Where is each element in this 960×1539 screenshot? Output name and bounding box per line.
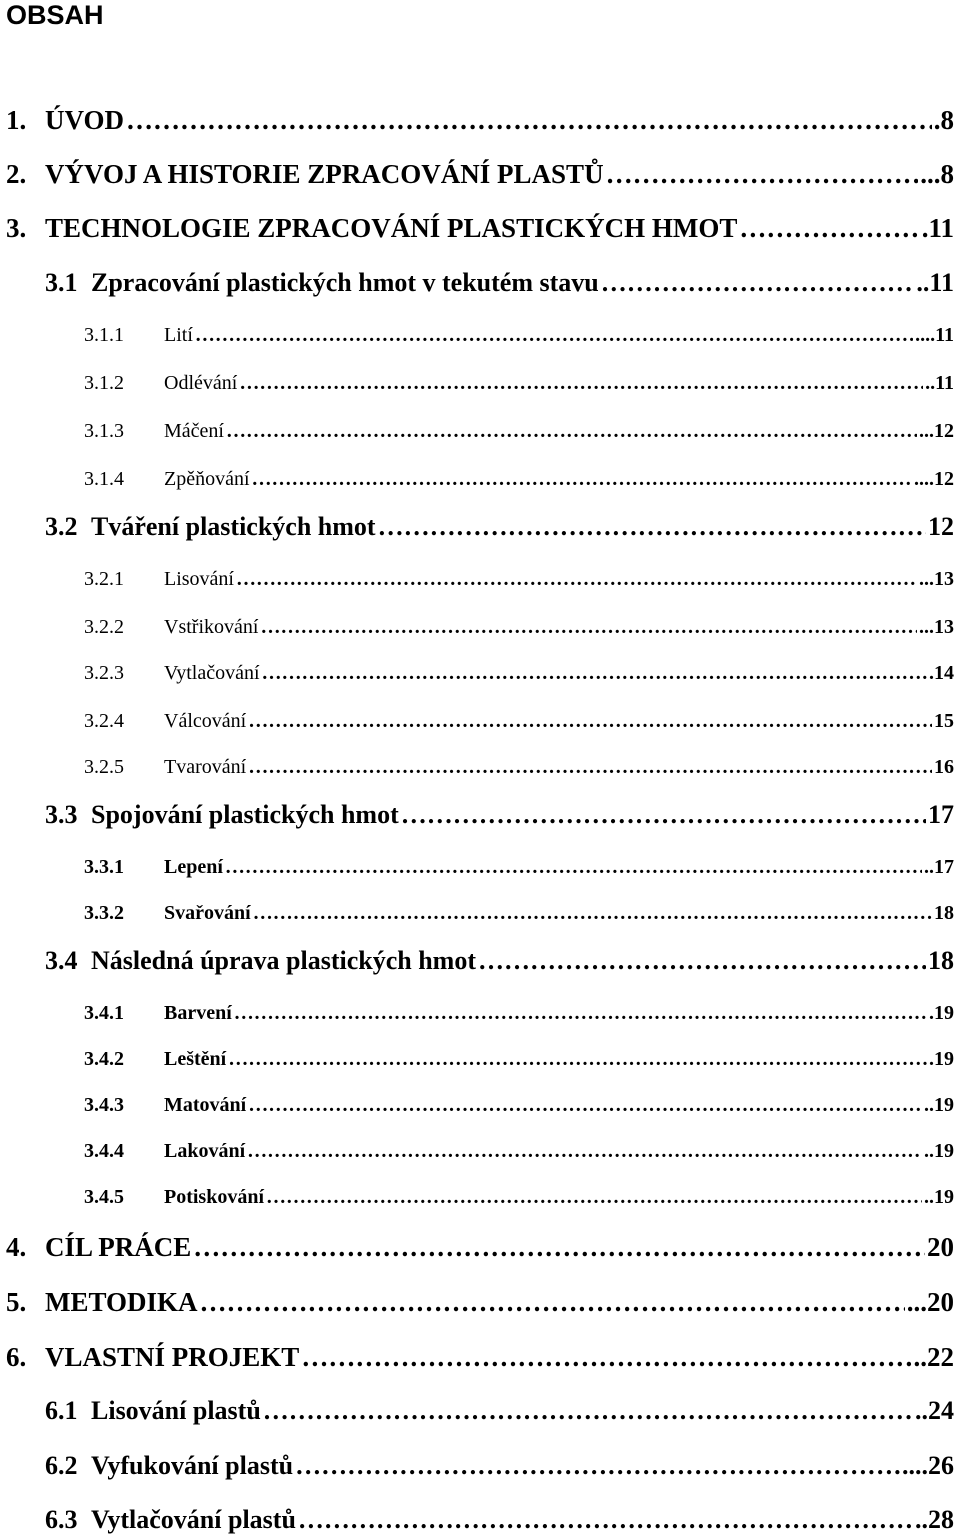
toc-entry-title: Tváření plastických hmot: [91, 512, 376, 541]
toc-entry-title: Vytlačování: [164, 662, 260, 684]
toc-entry: [84, 568, 954, 591]
toc-entry-page: ...13: [919, 616, 954, 638]
toc-entry-page: ..28: [915, 1505, 954, 1534]
toc-entry: [84, 1186, 954, 1209]
toc-entry-page: ...12: [919, 420, 954, 442]
toc-entry: [84, 662, 954, 685]
toc-entry-number: 5.: [6, 1287, 27, 1317]
toc-entry-page: 18: [928, 946, 954, 975]
toc-entry-page: ..17: [924, 856, 954, 878]
toc-entry-page: ....12: [914, 468, 954, 490]
toc-dot-leader: [298, 1505, 913, 1535]
toc-entry-title: Barvení: [164, 1002, 232, 1024]
toc-entry: [84, 1140, 954, 1163]
toc-entry-number: 3.3: [45, 800, 78, 829]
toc-dot-leader: [378, 512, 926, 542]
toc-entry-number: 2.: [6, 159, 27, 189]
toc-dot-leader: [200, 1287, 905, 1318]
toc-entry-page: .19: [929, 1048, 954, 1070]
toc-entry-number: 6.3: [45, 1505, 78, 1534]
toc-entry-title: TECHNOLOGIE ZPRACOVÁNÍ PLASTICKÝCH HMOT: [45, 213, 738, 243]
toc-entry-page: .8: [933, 105, 954, 135]
toc-entry-page: 15: [934, 710, 954, 732]
toc-dot-leader: [248, 710, 932, 733]
toc-entry-number: 3.4.1: [84, 1002, 124, 1024]
toc-entry-title: Následná úprava plastických hmot: [91, 946, 476, 975]
toc-entry-title: Máčení: [164, 420, 224, 442]
toc-entry-page: 16: [934, 756, 954, 778]
toc-entry-number: 3.4: [45, 946, 78, 975]
toc-entry: [6, 159, 954, 190]
toc-entry-number: 3.1.3: [84, 420, 124, 442]
toc-entry-page: 17: [928, 800, 954, 829]
toc-dot-leader: [253, 902, 932, 925]
toc-heading: OBSAH: [6, 0, 104, 30]
toc-entry-number: 3.2.3: [84, 662, 124, 684]
toc-entry-page: ..19: [924, 1186, 954, 1208]
toc-dot-leader: [247, 1140, 922, 1163]
toc-dot-leader: [225, 856, 922, 879]
toc-entry: [45, 946, 954, 976]
toc-entry-number: 3.2: [45, 512, 78, 541]
toc-dot-leader: [248, 1094, 922, 1117]
toc-entry-number: 3.4.2: [84, 1048, 124, 1070]
toc-entry-title: VÝVOJ A HISTORIE ZPRACOVÁNÍ PLASTŮ: [45, 159, 604, 189]
toc-entry: [84, 1048, 954, 1071]
toc-entry-number: 6.2: [45, 1451, 78, 1480]
toc-entry-number: 3.3.1: [84, 856, 124, 878]
toc-entry-title: Vstřikování: [164, 616, 259, 638]
toc-entry-number: 6.: [6, 1342, 27, 1372]
toc-entry-number: 3.2.2: [84, 616, 124, 638]
toc-entry: [6, 213, 954, 244]
toc-entry-page: ..19: [924, 1140, 954, 1162]
toc-dot-leader: [239, 372, 923, 395]
toc-entry-page: 20: [927, 1232, 954, 1262]
toc-entry-title: VLASTNÍ PROJEKT: [45, 1342, 300, 1372]
toc-entry: [45, 1451, 954, 1481]
toc-entry-page: 18: [934, 902, 954, 924]
toc-entry-title: Spojování plastických hmot: [91, 800, 399, 829]
toc-entry-number: 3.1.2: [84, 372, 124, 394]
toc-dot-leader: [266, 1186, 922, 1209]
toc-entry-number: 3.1.1: [84, 324, 124, 346]
toc-entry-title: Potiskování: [164, 1186, 265, 1208]
toc-entry-number: 3.3.2: [84, 902, 124, 924]
toc-dot-leader: [295, 1451, 900, 1481]
toc-dot-leader: [234, 1002, 927, 1025]
toc-entry-number: 4.: [6, 1232, 27, 1262]
toc-dot-leader: [401, 800, 926, 830]
toc-entry: [6, 1342, 954, 1373]
toc-entry: [84, 756, 954, 779]
toc-entry-number: 3.4.4: [84, 1140, 124, 1162]
toc-entry: [6, 1232, 954, 1263]
toc-entry-title: Válcování: [164, 710, 247, 732]
toc-entry: [84, 616, 954, 639]
toc-entry: [84, 324, 954, 347]
toc-entry-page: ..11: [925, 372, 954, 394]
toc-entry-number: 1.: [6, 105, 27, 135]
toc-entry: [84, 1002, 954, 1025]
toc-dot-leader: [601, 268, 915, 298]
toc-dot-leader: [252, 468, 912, 491]
toc-entry-title: Vyfukování plastů: [91, 1451, 294, 1480]
toc-entry: [45, 512, 954, 542]
toc-entry-title: Vytlačování plastů: [91, 1505, 296, 1534]
toc-entry-title: Leštění: [164, 1048, 227, 1070]
toc-entry-title: Zpracování plastických hmot v tekutém stavu: [91, 268, 599, 297]
toc-entry-number: 6.1: [45, 1396, 78, 1425]
toc-entry: [84, 710, 954, 733]
toc-entry-number: 3.2.1: [84, 568, 124, 590]
toc-entry-number: 3.1: [45, 268, 78, 297]
toc-entry-number: 3.4.5: [84, 1186, 124, 1208]
toc-entry: [45, 800, 954, 830]
toc-entry-page: ....11: [915, 324, 954, 346]
toc-dot-leader: [126, 105, 932, 136]
toc-entry: [84, 372, 954, 395]
toc-dot-leader: [478, 946, 926, 976]
toc-entry: [6, 1287, 954, 1318]
toc-entry-page: ...13: [919, 568, 954, 590]
toc-entry: [45, 268, 954, 298]
toc-dot-leader: [739, 213, 919, 244]
toc-entry: [45, 1505, 954, 1535]
toc-entry-title: METODIKA: [45, 1287, 198, 1317]
toc-entry-number: 3.2.4: [84, 710, 124, 732]
toc-entry: [84, 420, 954, 443]
toc-entry: [6, 105, 954, 136]
toc-entry-title: Svařování: [164, 902, 251, 924]
toc-dot-leader: [193, 1232, 925, 1263]
toc-entry-page: ..19: [924, 1094, 954, 1116]
toc-dot-leader: [260, 616, 917, 639]
toc-entry-title: Odlévání: [164, 372, 238, 394]
toc-entry-page: 12: [928, 512, 954, 541]
toc-entry-page: ..22: [913, 1342, 954, 1372]
toc-dot-leader: [248, 756, 932, 779]
toc-entry-page: .14: [929, 662, 954, 684]
toc-entry-title: Lití: [164, 324, 193, 346]
toc-entry-page: ...8: [920, 159, 954, 189]
toc-entry-page: ....26: [902, 1451, 954, 1480]
toc-entry-number: 3.2.5: [84, 756, 124, 778]
toc-entry-page: ...20: [906, 1287, 954, 1317]
toc-dot-leader: [236, 568, 917, 591]
toc-entry: [84, 856, 954, 879]
toc-entry-title: Lakování: [164, 1140, 246, 1162]
toc-entry-title: Lepení: [164, 856, 223, 878]
toc-dot-leader: [262, 662, 927, 685]
toc-dot-leader: [228, 1048, 927, 1071]
toc-entry-page: ..24: [915, 1396, 954, 1425]
toc-entry-title: CÍL PRÁCE: [45, 1232, 192, 1262]
toc-entry-title: Lisování: [164, 568, 234, 590]
toc-dot-leader: [606, 159, 919, 190]
toc-entry-title: Tvarování: [164, 756, 247, 778]
toc-entry: [84, 902, 954, 925]
toc-entry: [45, 1396, 954, 1426]
toc-dot-leader: [301, 1342, 911, 1373]
toc-entry: [84, 468, 954, 491]
toc-dot-leader: [195, 324, 913, 347]
toc-entry-number: 3.: [6, 213, 27, 243]
toc-entry: [84, 1094, 954, 1117]
toc-entry-number: 3.4.3: [84, 1094, 124, 1116]
toc-entry-title: Zpěňování: [164, 468, 250, 490]
toc-entry-page: ..11: [916, 268, 954, 297]
toc-entry-page: .19: [929, 1002, 954, 1024]
toc-entry-title: ÚVOD: [45, 105, 124, 135]
toc-dot-leader: [263, 1396, 913, 1426]
toc-entry-title: Matování: [164, 1094, 247, 1116]
toc-entry-number: 3.1.4: [84, 468, 124, 490]
toc-entry-title: Lisování plastů: [91, 1396, 261, 1425]
toc-entry-page: .11: [921, 213, 954, 243]
toc-dot-leader: [226, 420, 917, 443]
